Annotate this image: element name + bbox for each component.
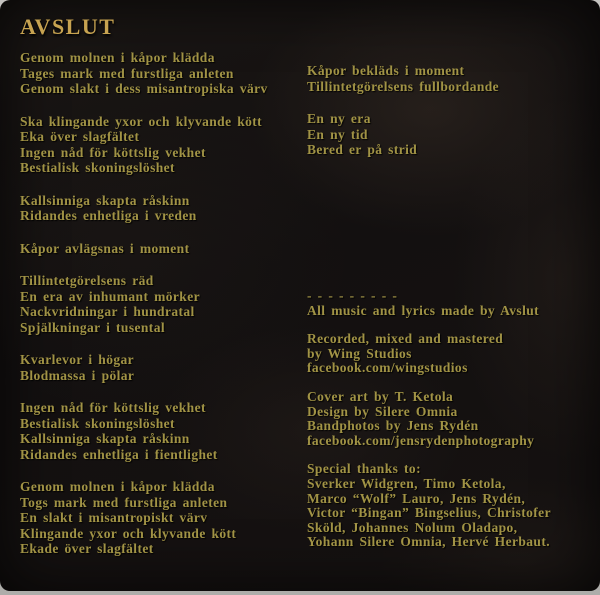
text-line: by Wing Studios xyxy=(307,345,412,361)
text-line: Tages mark med furstliga anleten xyxy=(20,65,234,81)
text-line: Ska klingande yxor och klyvande kött xyxy=(20,113,263,129)
stanza xyxy=(20,479,306,557)
text-line: Design by Silere Omnia xyxy=(307,403,458,419)
text-line: Bestialisk skoningslöshet xyxy=(20,160,175,175)
text-line: Ingen nåd för köttslig vekhet xyxy=(20,144,206,160)
stanza xyxy=(20,400,306,462)
text-line: Kvarlevor i högar xyxy=(20,352,135,367)
text-line: Ingen nåd för köttslig vekhet xyxy=(20,400,206,415)
stanza xyxy=(307,332,598,376)
text-line: Genom molnen i kåpor klädda xyxy=(20,50,215,65)
text-line: - - - - - - - - - xyxy=(307,288,398,303)
stanza xyxy=(307,390,598,448)
text-line: Tillintetgörelsens fullbordande xyxy=(307,78,500,94)
text-line: facebook.com/wingstudios xyxy=(307,360,468,376)
text-line: Ridandes enhetliga i vreden xyxy=(20,208,197,223)
stanza xyxy=(20,114,306,176)
stanza xyxy=(307,63,598,94)
lyrics-right-column xyxy=(307,63,598,158)
text-line: En slakt i misantropiskt värv xyxy=(20,510,208,525)
text-line: Kåpor bekläds i moment xyxy=(307,63,465,78)
stanza xyxy=(307,462,598,550)
stanza xyxy=(20,50,306,97)
text-line: Sköld, Johannes Nolum Oladapo, xyxy=(307,519,518,535)
text-line: Marco “Wolf” Lauro, Jens Rydén, xyxy=(307,490,526,506)
text-line: Togs mark med furstliga anleten xyxy=(20,494,228,510)
text-line: Spjälkningar i tusental xyxy=(20,319,165,335)
text-line: Recorded, mixed and mastered xyxy=(307,331,504,347)
text-line: All music and lyrics made by Avslut xyxy=(307,302,540,318)
text-line: En ny era xyxy=(307,111,371,126)
text-line: Genom slakt i dess misantropiska värv xyxy=(20,81,268,96)
stanza xyxy=(20,241,306,257)
text-line: Blodmassa i pölar xyxy=(20,367,135,383)
text-line: En ny tid xyxy=(307,126,368,142)
stanza xyxy=(20,352,306,383)
text-line: Bandphotos by Jens Rydén xyxy=(307,418,479,434)
text-line: Ridandes enhetliga i fientlighet xyxy=(20,446,218,462)
text-line: Kallsinniga skapta råskinn xyxy=(20,431,190,446)
stanza xyxy=(307,289,598,318)
text-line: Kåpor avlägsnas i moment xyxy=(20,240,190,256)
text-line: Klingande yxor och klyvande kött xyxy=(20,525,237,541)
stanza xyxy=(20,273,306,335)
text-line: Kallsinniga skapta råskinn xyxy=(20,192,190,208)
stanza xyxy=(307,111,598,158)
text-line: Special thanks to: xyxy=(307,461,421,477)
text-line: Bestialisk skoningslöshet xyxy=(20,415,175,431)
text-line: Victor “Bingan” Bingselius, Christofer xyxy=(307,505,551,521)
credits-section xyxy=(307,289,598,550)
stanza xyxy=(20,193,306,224)
text-line: Eka över slagfältet xyxy=(20,129,140,144)
text-line: Yohann Silere Omnia, Hervé Herbaut. xyxy=(307,534,550,550)
text-line: En era av inhumant mörker xyxy=(20,288,200,304)
text-line: Nackvridningar i hundratal xyxy=(20,304,195,319)
text-line: Sverker Widgren, Timo Ketola, xyxy=(307,475,506,491)
text-line: facebook.com/jensrydenphotography xyxy=(307,432,535,448)
text-line: Cover art by T. Ketola xyxy=(307,388,454,404)
page-title: AVSLUT xyxy=(20,14,116,39)
text-line: Tillintetgörelsens räd xyxy=(20,273,154,288)
text-line: Bered er på strid xyxy=(307,142,418,157)
lyrics-left-column xyxy=(20,50,306,557)
text-line: Genom molnen i kåpor klädda xyxy=(20,479,215,494)
text-line: Ekade över slagfältet xyxy=(20,541,154,556)
